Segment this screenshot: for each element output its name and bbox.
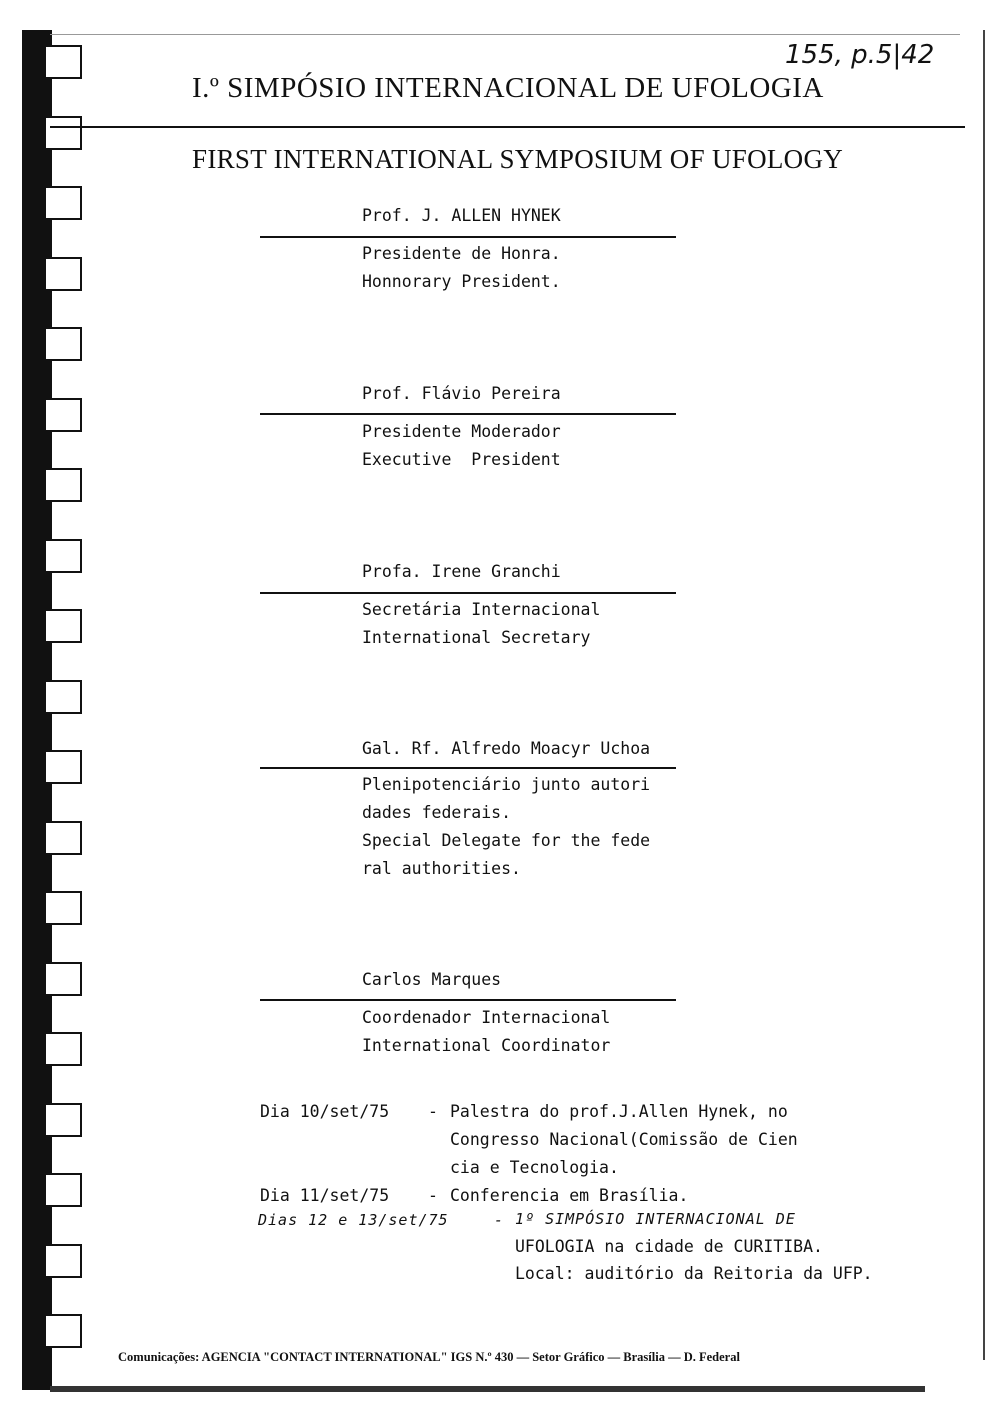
text-line: Coordenador Internacional <box>362 1008 611 1027</box>
binding-ring <box>46 1314 82 1348</box>
official-role-pereira <box>362 418 561 474</box>
official-rule <box>260 413 676 415</box>
text-line: 1º SIMPÓSIO INTERNACIONAL DE <box>515 1210 796 1228</box>
official-name-pereira: Prof. Flávio Pereira <box>362 384 561 403</box>
schedule-text-3 <box>515 1206 873 1287</box>
schedule-date-3: Dias 12 e 13/set/75 <box>258 1211 449 1229</box>
official-name-hynek: Prof. J. ALLEN HYNEK <box>362 206 561 225</box>
text-line: Secretária Internacional <box>362 600 601 619</box>
text-line: Presidente de Honra. <box>362 244 561 263</box>
schedule-dash: - <box>428 1102 438 1121</box>
bottom-scan-edge <box>50 1386 925 1392</box>
binding-ring <box>46 680 82 714</box>
top-edge-line <box>50 34 960 35</box>
official-rule <box>260 592 676 594</box>
binding-ring <box>46 327 82 361</box>
text-line: ral authorities. <box>362 859 521 878</box>
text-line: cia e Tecnologia. <box>450 1158 619 1177</box>
binding-ring <box>46 750 82 784</box>
binding-ring <box>46 398 82 432</box>
text-line: International Secretary <box>362 628 591 647</box>
binding-ring <box>46 116 82 150</box>
binding-ring <box>46 891 82 925</box>
schedule-text-1 <box>450 1098 798 1182</box>
official-role-granchi <box>362 596 600 652</box>
text-line: Congresso Nacional(Comissão de Cien <box>450 1130 798 1149</box>
official-name-uchoa: Gal. Rf. Alfredo Moacyr Uchoa <box>362 739 651 758</box>
binding-ring <box>46 1103 82 1137</box>
binding-ring <box>46 962 82 996</box>
handwritten-note: 155, p.5|42 <box>785 40 935 70</box>
right-page-edge <box>983 30 985 1360</box>
official-role-hynek <box>362 240 561 296</box>
binding-ring <box>46 1173 82 1207</box>
text-line: Conferencia em Brasília. <box>450 1186 689 1205</box>
title-portuguese: I.º SIMPÓSIO INTERNACIONAL DE UFOLOGIA <box>192 72 824 104</box>
official-role-uchoa <box>362 771 650 883</box>
schedule-date-2: Dia 11/set/75 <box>260 1186 390 1205</box>
official-role-marques <box>362 1004 610 1060</box>
text-line: dades federais. <box>362 803 512 822</box>
official-rule <box>260 236 676 238</box>
binding-ring <box>46 45 82 79</box>
footer-communications: Comunicações: AGENCIA "CONTACT INTERNATIONAL" IGS N.º 430 — Setor Gráfico — Brasília — D. Federal <box>118 1350 740 1364</box>
binding-ring <box>46 539 82 573</box>
binding-ring <box>46 609 82 643</box>
text-line: Presidente Moderador <box>362 422 561 441</box>
text-line: Honnorary President. <box>362 272 561 291</box>
schedule-dash: - <box>494 1211 505 1229</box>
official-name-granchi: Profa. Irene Granchi <box>362 562 561 581</box>
text-line: Executive President <box>362 450 561 469</box>
official-rule <box>260 999 676 1001</box>
text-line: Plenipotenciário junto autori <box>362 775 651 794</box>
binding-ring <box>46 257 82 291</box>
binding-ring <box>46 1244 82 1278</box>
text-line: UFOLOGIA na cidade de CURITIBA. <box>515 1237 823 1256</box>
text-line: Palestra do prof.J.Allen Hynek, no <box>450 1102 788 1121</box>
title-english: FIRST INTERNATIONAL SYMPOSIUM OF UFOLOGY <box>192 144 844 174</box>
text-line: Special Delegate for the fede <box>362 831 651 850</box>
binding-ring <box>46 1032 82 1066</box>
schedule-date-1: Dia 10/set/75 <box>260 1102 390 1121</box>
binding-ring <box>46 186 82 220</box>
text-line: Local: auditório da Reitoria da UFP. <box>515 1264 873 1283</box>
binding-ring <box>46 468 82 502</box>
schedule-dash: - <box>428 1186 438 1205</box>
official-name-marques: Carlos Marques <box>362 970 502 989</box>
header-divider <box>50 126 965 128</box>
official-rule <box>260 767 676 769</box>
binding-ring <box>46 821 82 855</box>
text-line: International Coordinator <box>362 1036 611 1055</box>
